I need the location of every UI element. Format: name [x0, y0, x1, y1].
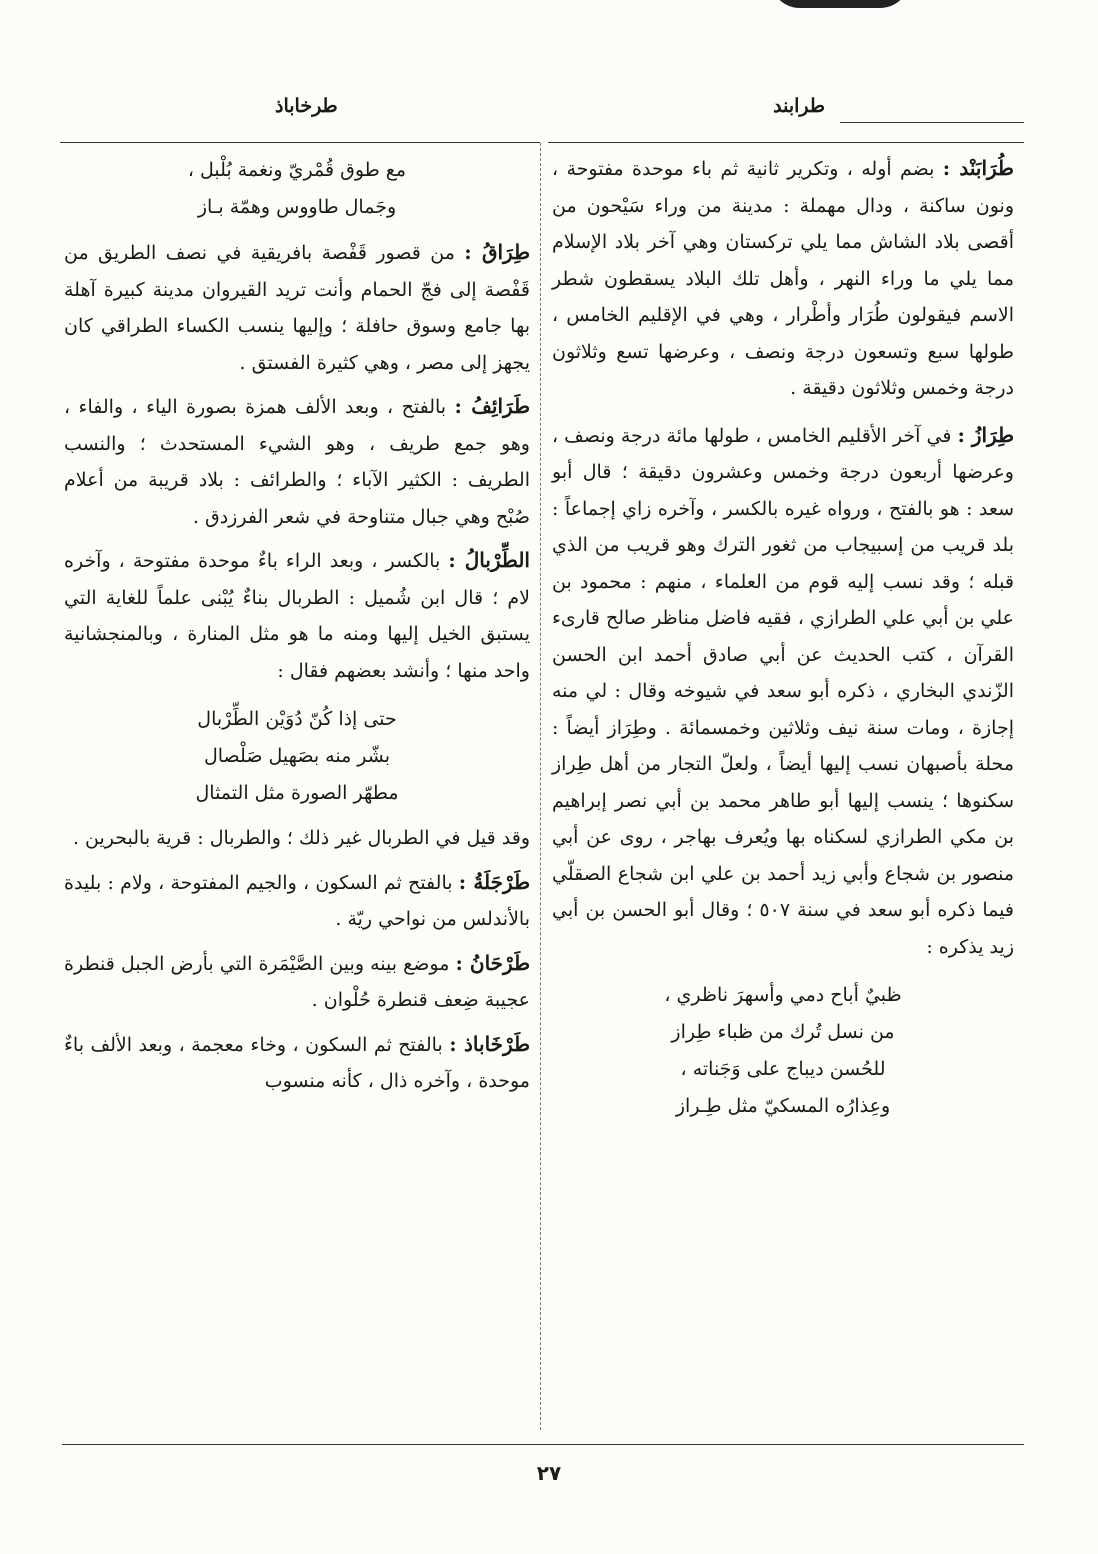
header-rule-right-short [840, 122, 1024, 123]
page-number: ٢٧ [536, 1461, 562, 1485]
verse-line: وعِذارُه المسكيّ مثل طِـراز [675, 1095, 891, 1117]
right-column [552, 150, 1014, 1133]
poem-continuation [64, 152, 530, 226]
verse-line: وجَمال طاووس وهمّة بـاز [197, 196, 397, 218]
header-rule-right [548, 142, 1024, 143]
entry-text: بضم أوله ، وتكرير ثانية ثم باء موحدة مفتوحة ، ونون ساكنة ، ودال مهملة : مدينة من وراء سَيْحون من أقصى بلاد الشاش مما يلي تركستان وهي آخر بلاد الإسلام مما يلي ما وراء النهر ، وأهل تلك البلاد يسقطون شطر الاسم فيقولون طُرَار وأطْرار ، وهي في الإقليم الخامس ، طولها سبع وتسعون درجة ونصف ، وعرضها تسع وثلاثون درجة وخمس وثلاثون دقيقة . [552, 158, 1014, 399]
entry-text: بالفتح ، وبعد الألف همزة بصورة الياء ، والفاء ، وهو جمع طريف ، وهو الشيء المستحدث ؛ والنسب الطريف : الكثير الآباء ؛ والطرائف : بلاد قريبة من أعلام صُبْح وهي جبال متناوحة في شعر الفرزدق . [64, 396, 530, 528]
verse-line: ظبيٌ أباح دمي وأسهرَ ناظري ، [664, 984, 902, 1006]
verse-line: مطهّر الصورة مثل التمثال [195, 782, 399, 804]
verse-line: من نسل تُرك من ظباء طِراز [671, 1021, 895, 1043]
footer-rule [62, 1444, 1024, 1445]
headword: طَرْجَلَةُ : [458, 869, 530, 894]
header-rule-left [60, 142, 540, 143]
verse-line: بشّر منه بصَهيل صَلْصال [203, 745, 391, 767]
entry-text: بالكسر ، وبعد الراء باءٌ موحدة مفتوحة ، وآخره لام ؛ قال ابن شُميل : الطربال بناءٌ يُبْنى علماً للغاية التي يستبق الخيل إليها ومنه ما هو مثل المنارة ، وبالمنجشانية واحد منها ؛ وأنشد بعضهم فقال : [64, 550, 530, 682]
headword: طَرْخَاباذ : [449, 1031, 530, 1056]
poem [64, 701, 530, 812]
scan-artifact [770, 0, 910, 8]
entry-tarabend [552, 150, 1014, 407]
entry-tarhan [64, 945, 530, 1019]
headword: طَرَائِفُ : [454, 394, 530, 418]
entry-tarkhabadh [64, 1026, 530, 1100]
entry-taraz [552, 417, 1014, 1126]
entry-text: من قصور قَفْصة بافريقية في نصف الطريق من قَفْصة إلى فجّ الحمام وأنت تريد القيروان مدينة كبيرة آهلة بها جامع وسوق حافلة ؛ وإليها ينسب الكساء الطراقي كان يجهز إلى مصر ، وهي كثيرة الفستق . [64, 242, 530, 374]
column-separator [540, 143, 541, 1430]
running-header [60, 95, 1025, 135]
header-left-title: طرخاباذ [275, 95, 338, 117]
entry-tarjala [64, 864, 530, 938]
entry-text: بالفتح ثم السكون ، وخاء معجمة ، وبعد الألف باءٌ موحدة ، وآخره ذال ، كأنه منسوب [64, 1033, 530, 1092]
headword: طِرَاقُ : [464, 240, 530, 264]
headword: الطِّرْبالُ : [448, 548, 530, 572]
entry-text: في آخر الأقليم الخامس ، طولها مائة درجة ونصف ، وعرضها أربعون درجة وخمس وعشرون دقيقة ؛ قال أبو سعد : هو بالفتح ، ورواه غيره بالكسر ، وآخره زاي إجماعاً : بلد قريب من إسبيجاب من ثغور الترك وهو قريب من الذي قبله ؛ وقد نسب إليه قوم من العلماء ، منهم : محمود بن علي بن أبي علي الطرازي ، فقيه فاضل مناظر صالح قارىء القرآن ، كتب الحديث عن أبي صادق أحمد ابن الحسن الزّندي البخاري ، ذكره أبو سعد في شيوخه وقال : لي منه إجازة ، ومات سنة نيف وثلاثين وخمسمائة . وطِرَاز أيضاً : محلة بأصبهان نسب إليها أيضاً ، ولعلّ التجار من أهل طِراز سكنوها ؛ ينسب إليها أبو طاهر محمد بن أبي نصر إبراهيم بن مكي الطرازي لسكناه بها ويُعرف بهاجر ، روى عن أبي منصور بن شجاع وأبي زيد أحمد بن علي ابن شجاع الصقلّي فيما ذكره أبو سعد في سنة ٥٠٧ ؛ وقال أبو الحسن بن أبي زيد يذكره : [552, 424, 1014, 958]
verse-line: حتى إذا كُنّ دُوَيْن الطِّرْبال [197, 708, 397, 730]
verse-line: مع طوق قُمْريّ ونغمة بُلْبل ، [187, 159, 407, 181]
verse-line: للحُسن ديباج على وَجَناته ، [680, 1058, 886, 1080]
entry-taraq [64, 234, 530, 381]
headword: طِرَازُ : [957, 422, 1015, 447]
entry-text: موضع بينه وبين الصَّيْمَرة التي بأرض الجبل قنطرة عجيبة ضِعف قنطرة حُلْوان . [64, 952, 530, 1011]
headword: طُرَابَنْد : [942, 156, 1014, 180]
entry-taraif [64, 388, 530, 535]
poem [552, 977, 1014, 1125]
header-right-title: طرابند [773, 95, 825, 117]
headword: طَرْحَانُ : [455, 950, 530, 975]
entry-text: بالفتح ثم السكون ، والجيم المفتوحة ، ولام : بليدة بالأندلس من نواحي ريّة . [64, 871, 530, 930]
left-column [64, 150, 530, 1107]
entry-tirbal [64, 542, 530, 857]
entry-text: وقد قيل في الطربال غير ذلك ؛ والطربال : قرية بالبحرين . [72, 827, 530, 849]
